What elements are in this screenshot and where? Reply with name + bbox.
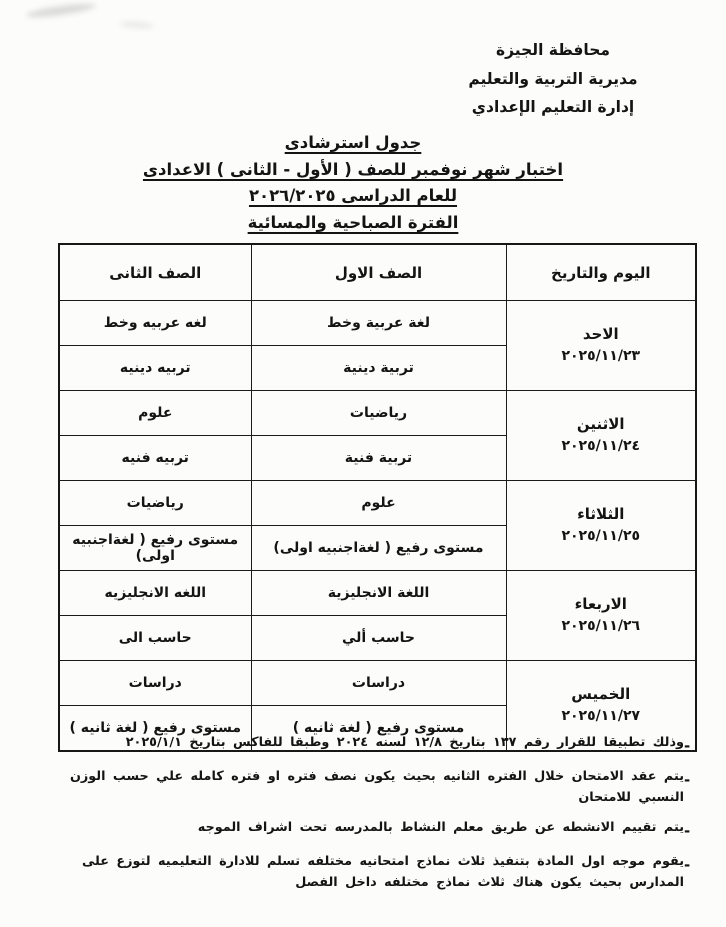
subject-cell: مستوى رفيع ( لغة ثانيه ): [251, 706, 506, 752]
exam-table-wrapper: [58, 243, 697, 752]
subject-cell: رياضيات: [59, 481, 251, 526]
note-item: [18, 852, 710, 893]
org-line-administration: إدارة التعليم الإعدادي: [471, 98, 635, 117]
org-header: [458, 36, 648, 122]
subject-cell: مستوى رفيع ( لغة ثانيه ): [59, 706, 251, 752]
day-date: ٢٠٢٥/١١/٢٧: [561, 708, 641, 725]
subject-cell: تربيه فنيه: [59, 436, 251, 481]
table-row: [59, 301, 696, 346]
subject-cell: لغه عربيه وخط: [59, 301, 251, 346]
day-name: الاحد: [582, 325, 619, 344]
subject-cell: تربيه دينيه: [59, 346, 251, 391]
table-row: [59, 571, 696, 616]
day-name: الاربعاء: [574, 595, 627, 614]
org-line-directorate: مديرية التربية والتعليم: [468, 69, 638, 88]
subject-cell: علوم: [59, 391, 251, 436]
header-day-date: اليوم والتاريخ: [506, 244, 696, 301]
exam-table: [58, 243, 697, 752]
subject-cell: تربية دينية: [251, 346, 506, 391]
title-line-schedule: جدول استرشادى: [284, 133, 422, 152]
footer-notes: [18, 733, 710, 902]
note-item: [18, 733, 710, 758]
table-row: [59, 481, 696, 526]
note-item: [18, 818, 710, 843]
day-date: ٢٠٢٥/١١/٢٣: [561, 348, 641, 365]
day-cell-monday: [506, 391, 696, 481]
subject-cell: علوم: [251, 481, 506, 526]
subject-cell: مستوى رفيع ( لغةاجنبيه اولى): [59, 526, 251, 571]
table-row: [59, 391, 696, 436]
day-name: الخميس: [571, 685, 631, 704]
day-cell-tuesday: [506, 481, 696, 571]
doc-title: [8, 130, 698, 237]
org-line-governorate: محافظة الجيزة: [495, 41, 611, 59]
subject-cell: اللغه الانجليزيه: [59, 571, 251, 616]
note-text: يقوم موجه اول المادة بتنفيذ ثلاث نماذج امتحانيه مختلفه تسلم للادارة التعليميه لتوزع على المدارس بحيث يكون هناك ثلاث نماذج مختلفه داخل الفصل: [82, 854, 684, 890]
scan-artifact: [120, 21, 154, 29]
subject-cell: لغة عربية وخط: [251, 301, 506, 346]
subject-cell: تربية فنية: [251, 436, 506, 481]
table-row: [59, 661, 696, 706]
day-cell-sunday: [506, 301, 696, 391]
day-date: ٢٠٢٥/١١/٢٤: [561, 438, 641, 455]
note-dash: -: [684, 856, 691, 875]
subject-cell: اللغة الانجليزية: [251, 571, 506, 616]
day-date: ٢٠٢٥/١١/٢٥: [561, 528, 641, 545]
table-header-row: [59, 244, 696, 301]
note-text: يتم عقد الامتحان خلال الفتره الثانيه بحيث يكون نصف فتره او فتره كامله علي حسب الوزن النسبي للامتحان: [69, 769, 684, 806]
day-name: الاثنين: [576, 415, 625, 434]
subject-cell: دراسات: [251, 661, 506, 706]
subject-cell: حاسب الى: [59, 616, 251, 661]
title-line-exam: اختبار شهر نوفمبر للصف ( الأول - الثانى ) الاعدادى: [142, 159, 564, 179]
subject-cell: دراسات: [59, 661, 251, 706]
day-date: ٢٠٢٥/١١/٢٦: [561, 618, 641, 635]
header-first-grade: الصف الاول: [251, 244, 506, 301]
day-cell-wednesday: [506, 571, 696, 661]
header-second-grade: الصف الثانى: [59, 244, 251, 301]
note-dash: -: [684, 821, 691, 840]
subject-cell: حاسب ألي: [251, 616, 506, 661]
note-dash: -: [684, 737, 691, 755]
subject-cell: رياضيات: [251, 391, 506, 436]
day-name: الثلاثاء: [577, 505, 625, 524]
note-text: يتم تقييم الانشطه عن طريق معلم النشاط بالمدرسه تحت اشراف الموجه: [197, 819, 684, 835]
note-dash: -: [684, 771, 691, 790]
subject-cell: مستوى رفيع ( لغةاجنبيه اولى): [251, 526, 506, 571]
title-line-period: الفترة الصباحية والمسائية: [247, 213, 459, 233]
note-text: وذلك تطبيقا للقرار رقم ١٣٧ بتاريخ ١٢/٨ لسنه ٢٠٢٤ وطبقا للفاكس بتاريخ ٢٠٢٥/١/١: [125, 735, 684, 750]
note-item: [18, 767, 710, 808]
scan-artifact: [26, 1, 97, 20]
title-line-year: للعام الدراسى ٢٠٢٦/٢٠٢٥: [248, 186, 458, 206]
